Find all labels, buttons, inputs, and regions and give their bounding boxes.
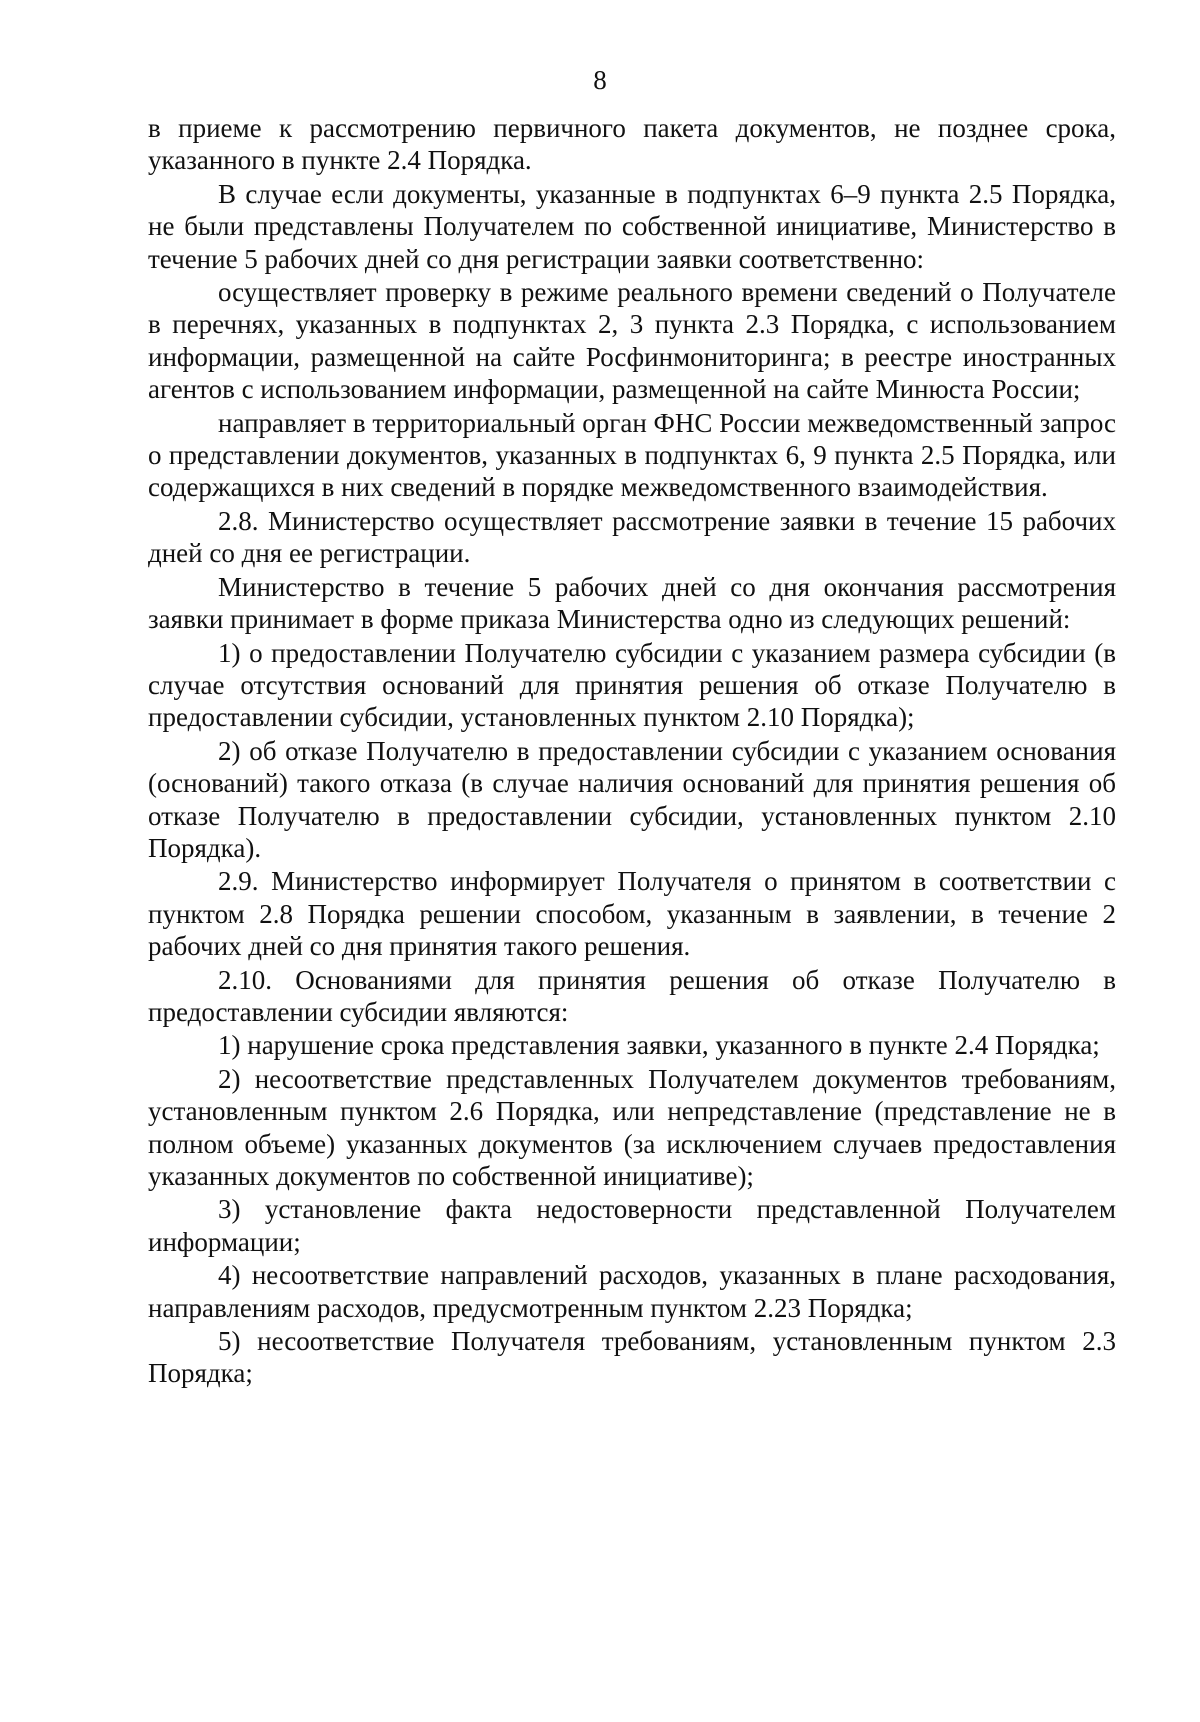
list-item: 4) несоответствие направлений расходов, указанных в плане расходования, направлениям расходов, предусмотренным пунктом 2.23 Порядка; <box>148 1260 1116 1323</box>
paragraph: Министерство в течение 5 рабочих дней со дня окончания рассмотрения заявки принимает в форме приказа Министерства одно из следующих решений: <box>148 571 1116 635</box>
list-item: 2) несоответствие представленных Получателем документов требованиям, установленным пунктом 2.6 Порядка, или непредставление (представление не в полном объеме) указанных документов (за исключением случаев предоставления указанных документов по собственной инициативе); <box>148 1063 1116 1191</box>
paragraph-clause-2-9: 2.9. Министерство информирует Получателя о принятом в соответствии с пунктом 2.8 Порядка решении способом, указанным в заявлении, в течение 2 рабочих дней со дня принятия такого решения. <box>148 866 1116 962</box>
paragraph-clause-2-10: 2.10. Основаниями для принятия решения об отказе Получателю в предоставлении субсидии являются: <box>148 964 1116 1027</box>
list-item: 3) установление факта недостоверности представленной Получателем информации; <box>148 1194 1116 1257</box>
list-item: 2) об отказе Получателю в предоставлении субсидии с указанием основания (оснований) такого отказа (в случае наличия оснований для принятия решения об отказе Получателю в предоставлении субсидии, установленных пунктом 2.10 Порядка). <box>148 735 1116 863</box>
paragraph: направляет в территориальный орган ФНС России межведомственный запрос о представлении документов, указанных в подпунктах 6, 9 пункта 2.5 Порядка, или содержащихся в них сведений в порядке межведомственного взаимодействия. <box>148 407 1116 503</box>
paragraph-clause-2-8: 2.8. Министерство осуществляет рассмотрение заявки в течение 15 рабочих дней со дня ее регистрации. <box>148 505 1116 569</box>
paragraph-continuation: в приеме к рассмотрению первичного пакета документов, не позднее срока, указанного в пункте 2.4 Порядка. <box>148 113 1116 176</box>
paragraph: В случае если документы, указанные в подпунктах 6–9 пункта 2.5 Порядка, не были представлены Получателем по собственной инициативе, Министерство в течение 5 рабочих дней со дня регистрации заявки соответственно: <box>148 178 1116 274</box>
list-item: 1) нарушение срока представления заявки, указанного в пункте 2.4 Порядка; <box>218 1030 1100 1061</box>
list-item: 5) несоответствие Получателя требованиям, установленным пунктом 2.3 Порядка; <box>148 1326 1116 1389</box>
paragraph: осуществляет проверку в режиме реального времени сведений о Получателе в перечнях, указанных в подпунктах 2, 3 пункта 2.3 Порядка, с использованием информации, размещенной на сайте Росфинмониторинга; в реестре иностранных агентов с использованием информации, размещенной на сайте Минюста России; <box>148 277 1116 405</box>
page-number: 8 <box>593 65 607 95</box>
document-body <box>148 112 1116 1391</box>
list-item: 1) о предоставлении Получателю субсидии с указанием размера субсидии (в случае отсутствия оснований для принятия решения об отказе Получателю в предоставлении субсидии, установленных пунктом 2.10 Порядка); <box>148 637 1116 733</box>
